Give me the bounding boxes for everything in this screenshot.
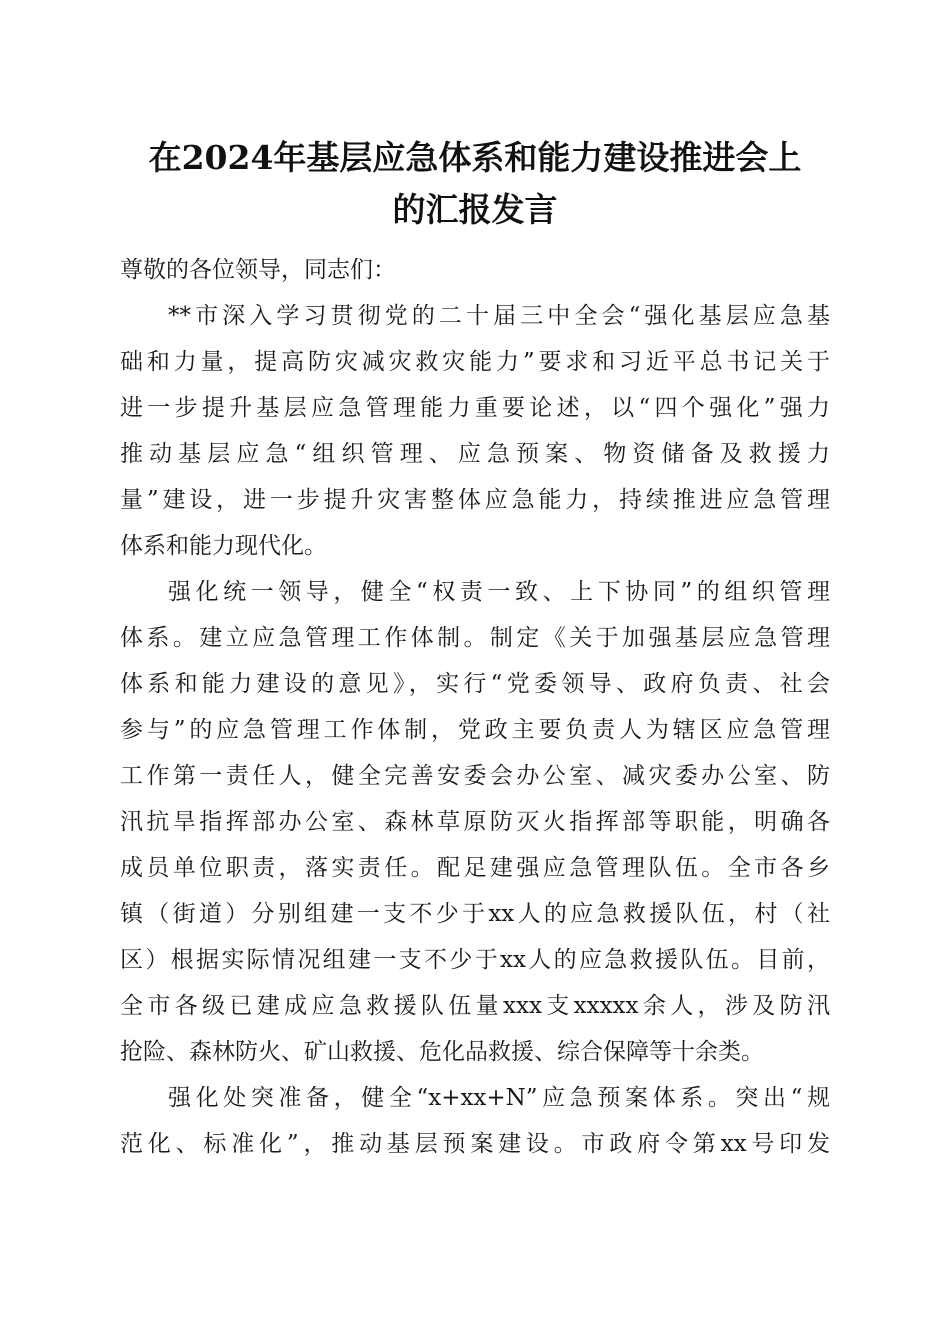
salutation: 尊敬的各位领导，同志们： xyxy=(120,257,396,283)
paragraph-line: 量”建设，进一步提升灾害整体应急能力，持续推进应急管理 xyxy=(120,487,830,513)
paragraph-2 xyxy=(120,569,830,1075)
paragraph-line: 强化处突准备，健全“x+xx+N”应急预案体系。突出“规 xyxy=(168,1085,830,1111)
paragraph-line: 参与”的应急管理工作体制，党政主要负责人为辖区应急管理 xyxy=(120,717,830,743)
paragraph-line: 成员单位职责，落实责任。配足建强应急管理队伍。全市各乡 xyxy=(120,855,830,881)
title-line-2: 的汇报发言 xyxy=(392,190,558,229)
paragraph-line: 体系。建立应急管理工作体制。制定《关于加强基层应急管理 xyxy=(120,625,830,651)
paragraph-line: 进一步提升基层应急管理能力重要论述，以“四个强化”强力 xyxy=(120,395,830,421)
paragraph-line: 推动基层应急“组织管理、应急预案、物资储备及救援力 xyxy=(120,441,830,467)
paragraph-line: 全市各级已建成应急救援队伍量xxx支xxxxx余人，涉及防汛 xyxy=(120,993,830,1019)
paragraph-line: 体系和能力建设的意见》，实行“党委领导、政府负责、社会 xyxy=(120,671,830,697)
document-title xyxy=(110,132,840,236)
paragraph-line: 工作第一责任人，健全完善安委会办公室、减灾委办公室、防 xyxy=(120,763,830,789)
title-line-1: 在2024年基层应急体系和能力建设推进会上 xyxy=(148,138,802,177)
paragraph-line: 范化、标准化”，推动基层预案建设。市政府令第xx号印发 xyxy=(120,1131,830,1157)
paragraph-line: 强化统一领导，健全“权责一致、上下协同”的组织管理 xyxy=(168,579,830,605)
paragraph-line: 汛抗旱指挥部办公室、森林草原防灭火指挥部等职能，明确各 xyxy=(120,809,830,835)
paragraph-line: 抢险、森林防火、矿山救援、危化品救援、综合保障等十余类。 xyxy=(120,1039,764,1065)
document-body xyxy=(120,247,830,1167)
paragraph-line: **市深入学习贯彻党的二十届三中全会“强化基层应急基 xyxy=(168,303,830,329)
paragraph-line: 镇（街道）分别组建一支不少于xx人的应急救援队伍，村（社 xyxy=(120,901,830,927)
paragraph-1 xyxy=(120,293,830,569)
paragraph-3 xyxy=(120,1075,830,1167)
paragraph-line: 础和力量，提高防灾减灾救灾能力”要求和习近平总书记关于 xyxy=(120,349,830,375)
paragraph-line: 区）根据实际情况组建一支不少于xx人的应急救援队伍。目前， xyxy=(120,947,830,973)
paragraph-line: 体系和能力现代化。 xyxy=(120,533,327,559)
